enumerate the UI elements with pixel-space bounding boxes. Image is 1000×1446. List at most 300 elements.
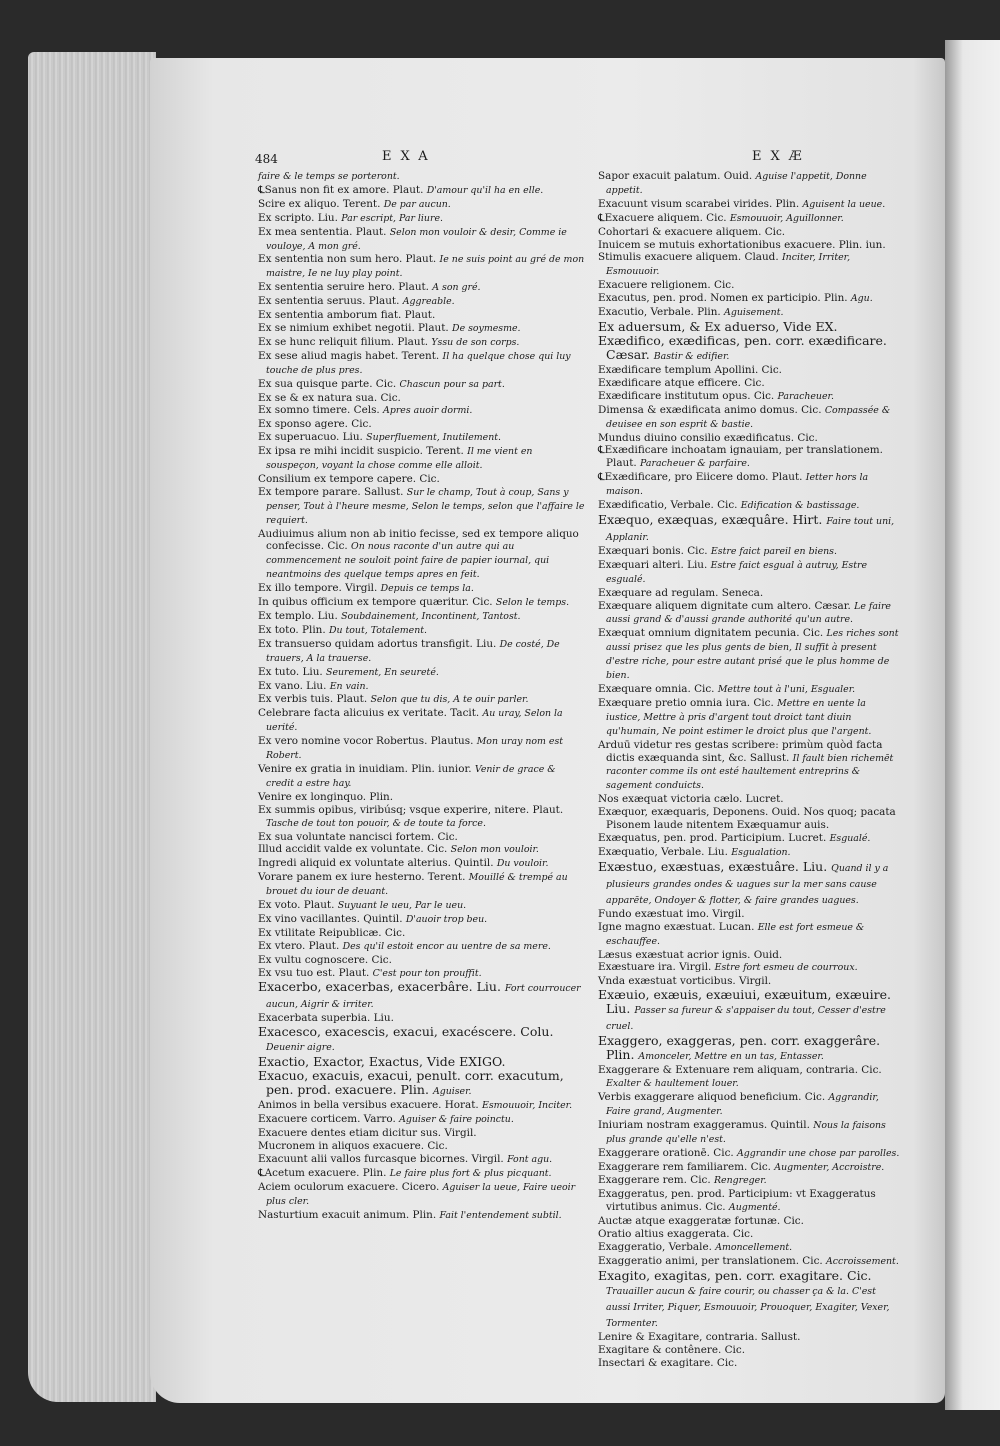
entry-latin: Audiuimus alium non ab initio fecisse, sed ex tempore aliquo confecisse. Cic.	[258, 527, 579, 553]
entry-french: Fait l'entendement subtil.	[439, 1209, 562, 1221]
dictionary-entry	[598, 1064, 900, 1091]
dictionary-entry	[598, 390, 900, 404]
entry-french: Esgualé.	[829, 832, 871, 844]
dictionary-entry	[598, 1147, 900, 1161]
entry-latin: Læsus exæstuat acrior ignis. Ouid.	[598, 948, 783, 961]
dictionary-entry	[258, 624, 586, 638]
entry-latin: Venire ex gratia in inuidiam. Plin. iunior.	[258, 762, 472, 775]
entry-latin: ℄Exædificare, pro Eiicere domo. Plaut.	[598, 471, 803, 484]
entry-latin: Exæquari bonis. Cic.	[598, 544, 708, 557]
dictionary-entry	[598, 1188, 900, 1215]
entry-french: Trauailler aucun & faire courir, ou chasser ça & la. C'est aussi Irriter, Piquer, Esmouuoir, Prouoquer, Exagiter, Vexer, Tormenter.	[606, 1285, 890, 1329]
dictionary-entry	[598, 739, 900, 794]
entry-latin: Exactio, Exactor, Exactus, Vide EXIGO.	[258, 1054, 506, 1070]
dictionary-entry	[598, 279, 900, 292]
dictionary-entry	[598, 170, 900, 198]
entry-french: Deuenir aigre.	[266, 1042, 335, 1054]
dictionary-entry	[598, 1228, 900, 1241]
dictionary-entry	[258, 582, 586, 596]
entry-latin: Exæstuare ira. Virgil.	[598, 961, 712, 974]
dictionary-entry	[598, 239, 900, 252]
entry-french: Ietter hors la maison.	[606, 472, 869, 498]
entry-french: Yssu de son corps.	[431, 336, 520, 348]
entry-latin: Inuicem se mutuis exhortationibus exacuere. Plin. iun.	[598, 238, 886, 251]
entry-french: Par escript, Par liure.	[341, 212, 443, 224]
entry-latin: Exaggerare orationē. Cic.	[598, 1146, 734, 1159]
dictionary-entry	[258, 473, 586, 486]
entry-french: Quand il y a plusieurs grandes ondes & uagues sur la mer sans cause apparēte, Ondoyer & flotter, & faire grandes uagues.	[606, 862, 889, 906]
entry-latin: Exaggerare & Extenuare rem aliquam, contraria. Cic.	[598, 1064, 882, 1077]
dictionary-entry	[258, 1025, 586, 1055]
entry-latin: Ex sententia amborum fiat. Plaut.	[258, 309, 436, 322]
entry-latin: Exacuere religionem. Cic.	[598, 279, 735, 292]
entry-latin: Ex vtero. Plaut.	[258, 939, 340, 952]
entry-latin: Exæquat omnium dignitatem pecunia. Cic.	[598, 627, 824, 640]
entry-latin: Exædificare institutum opus. Cic.	[598, 389, 775, 402]
entry-french: Augmenter, Accroistre.	[774, 1161, 885, 1173]
entry-french: C'est pour ton prouffit.	[372, 967, 482, 979]
entry-french: Aggreable.	[402, 296, 455, 308]
entry-latin: Ex se hunc reliquit filium. Plaut.	[258, 335, 429, 348]
dictionary-entry	[258, 1113, 586, 1127]
dictionary-entry	[258, 170, 586, 184]
entry-french: Chascun pour sa part.	[399, 378, 505, 390]
dictionary-entry	[258, 445, 586, 473]
entry-latin: Exagito, exagitas, pen. corr. exagitare. Cic.	[598, 1267, 872, 1283]
entry-latin: ℄Sanus non fit ex amore. Plaut.	[258, 183, 424, 196]
dictionary-entry	[598, 320, 900, 334]
dictionary-entry	[258, 198, 586, 212]
entry-latin: Cohortari & exacuere aliquem. Cic.	[598, 225, 786, 238]
entry-latin: Exæquatus, pen. prod. Participium. Lucret.	[598, 831, 827, 844]
entry-french: On nous raconte d'un autre qui au commencement ne souloit point faire de papier iournal, qui neantmoins des quelque temps apres en feit.	[266, 541, 550, 581]
entry-latin: Ex toto. Plin.	[258, 623, 326, 636]
entry-latin: Exæquare pretio omnia iura. Cic.	[598, 696, 774, 709]
entry-latin: Ex se nimium exhibet negotii. Plaut.	[258, 321, 449, 334]
running-head-right: EXÆ	[752, 149, 811, 164]
entry-french: Aguiser.	[432, 1086, 472, 1098]
entry-latin: Ex vero nomine vocor Robertus. Plautus.	[258, 735, 474, 748]
entry-french: Bastir & edifier.	[653, 350, 730, 362]
dictionary-entry	[598, 1174, 900, 1188]
entry-latin: Exaggeratio, Verbale.	[598, 1241, 712, 1253]
entry-french: Aguise l'appetit, Donne appetit.	[606, 171, 867, 196]
dictionary-entry	[258, 899, 586, 913]
dictionary-entry	[598, 697, 900, 739]
entry-latin: Ex somno timere. Cels.	[258, 404, 380, 417]
dictionary-entry	[598, 198, 900, 212]
dictionary-entry	[598, 600, 900, 628]
entry-latin: Mucronem in aliquos exacuere. Cic.	[258, 1140, 448, 1153]
book-fore-edge	[28, 52, 156, 1402]
entry-latin: Illud accidit valde ex voluntate. Cic.	[258, 843, 448, 856]
entry-french: Du tout, Totalement.	[328, 624, 427, 636]
entry-french: Les riches sont aussi prisez que les plus gents de bien, Il suffit à present d'estre riche, pour estre autant prisé que le plus homme de bien.	[606, 628, 899, 682]
dictionary-entry	[258, 735, 586, 763]
entry-latin: Animos in bella versibus exacuere. Horat.	[258, 1099, 479, 1112]
entry-latin: Exacuo, exacuis, exacui, penult. corr. exacutum, pen. prod. exacuere. Plin.	[258, 1068, 564, 1098]
entry-french: Amonceler, Mettre en un tas, Entasser.	[638, 1051, 824, 1063]
dictionary-entry	[598, 1357, 900, 1370]
dictionary-entry	[598, 444, 900, 471]
dictionary-entry	[598, 1215, 900, 1228]
facing-page-edge	[945, 40, 1000, 1410]
entry-latin: Ex sponso agere. Cic.	[258, 418, 372, 431]
dictionary-entry	[598, 513, 900, 545]
entry-french: Aguiser la ueue, Faire ueoir plus cler.	[266, 1181, 576, 1207]
entry-latin: Ex vsu tuo est. Plaut.	[258, 966, 370, 979]
page-number: 484	[255, 152, 278, 166]
dictionary-entry	[258, 1167, 586, 1181]
dictionary-entry	[598, 251, 900, 279]
dictionary-entry	[258, 913, 586, 927]
entry-french: Mettre tout à l'uni, Esgualer.	[717, 684, 856, 695]
entry-latin: Scire ex aliquo. Terent.	[258, 197, 381, 210]
entry-french: Mon uray nom est Robert.	[266, 736, 564, 762]
dictionary-entry	[258, 1069, 586, 1099]
dictionary-entry	[258, 253, 586, 281]
dictionary-entry	[258, 404, 586, 418]
entry-latin: Exacerbata superbia. Liu.	[258, 1012, 394, 1025]
dictionary-entry	[258, 927, 586, 940]
dictionary-entry	[258, 431, 586, 445]
dictionary-entry	[598, 1119, 900, 1147]
entry-latin: Exæstuo, exæstuas, exæstuâre. Liu.	[598, 858, 828, 874]
entry-latin: Igne magno exæstuat. Lucan.	[598, 920, 755, 933]
entry-latin: Ex tuto. Liu.	[258, 665, 323, 678]
entry-french: Venir de grace & credit a estre hay.	[266, 763, 556, 789]
entry-french: Amoncellement.	[715, 1242, 793, 1253]
entry-latin: Ex voto. Plaut.	[258, 899, 335, 912]
entry-latin: Ex se & ex natura sua. Cic.	[258, 391, 401, 404]
entry-latin: Ex vultu cognoscere. Cic.	[258, 953, 392, 966]
entry-french: A son gré.	[432, 282, 481, 294]
dictionary-entry	[258, 871, 586, 899]
entry-latin: Exaggerare rem familiarem. Cic.	[598, 1160, 771, 1173]
dictionary-entry	[258, 184, 586, 198]
entry-latin: Ex illo tempore. Virgil.	[258, 582, 378, 595]
dictionary-entry	[258, 843, 586, 857]
dictionary-entry	[598, 1331, 900, 1344]
entry-latin: Ex scripto. Liu.	[258, 211, 338, 224]
dictionary-entry	[598, 1344, 900, 1357]
entry-french: De par aucun.	[383, 198, 451, 210]
entry-latin: ℄Acetum exacuere. Plin.	[258, 1166, 387, 1179]
entry-french: Esmouuoir, Aguillonner.	[729, 212, 844, 224]
entry-latin: Oratio altius exaggerata. Cic.	[598, 1228, 754, 1241]
dictionary-entry	[598, 404, 900, 432]
entry-latin: Exædificatio, Verbale. Cic.	[598, 499, 738, 512]
dictionary-entry	[598, 860, 900, 908]
dictionary-entry	[598, 1241, 900, 1255]
entry-french: Accroissement.	[826, 1255, 899, 1267]
entry-latin: Ex verbis tuis. Plaut.	[258, 693, 368, 706]
entry-french: Mettre en uente la iustice, Mettre à pris d'argent tout droict tant diuin qu'humain, Ne point estimer le droict plus que l'argent.	[606, 697, 872, 737]
dictionary-entry	[258, 980, 586, 1012]
dictionary-entry	[258, 1140, 586, 1153]
entry-latin: Exædificare templum Apollini. Cic.	[598, 363, 782, 376]
entry-french: Aggrandir, Faire grand, Augmenter.	[606, 1092, 879, 1117]
entry-french: Augmenté.	[728, 1202, 781, 1214]
running-head-left: EXA	[382, 149, 437, 164]
entry-latin: Iniuriam nostram exaggeramus. Quintil.	[598, 1118, 810, 1131]
dictionary-entry	[598, 212, 900, 226]
entry-latin: Exacuunt alii vallos furcasque bicornes. Virgil.	[258, 1153, 504, 1165]
entry-latin: Ex templo. Liu.	[258, 610, 338, 622]
dictionary-entry	[258, 1099, 586, 1113]
dictionary-entry	[598, 908, 900, 921]
dictionary-entry	[598, 334, 900, 364]
entry-french: Sur le champ, Tout à coup, Sans y penser, Tout à l'heure mesme, Selon le temps, selon que l'affaire le requiert.	[266, 486, 585, 526]
dictionary-entry	[258, 528, 586, 583]
dictionary-entry	[598, 559, 900, 587]
entry-latin: Stimulis exacuere aliquem. Claud.	[598, 251, 779, 264]
dictionary-entry	[258, 940, 586, 954]
entry-latin: Exaggerare rem. Cic.	[598, 1174, 711, 1187]
entry-latin: Exaggero, exaggeras, pen. corr. exaggerâre. Plin.	[598, 1033, 881, 1063]
dictionary-entry	[598, 499, 900, 513]
dictionary-entry	[258, 418, 586, 431]
entry-french: Estre faict pareil en biens.	[710, 545, 837, 557]
entry-latin: Auctæ atque exaggeratæ fortunæ. Cic.	[598, 1215, 804, 1228]
entry-french: Estre fort esmeu de courroux.	[714, 962, 858, 974]
entry-french: Il me vient en souspeçon, voyant la chose comme elle alloit.	[266, 446, 533, 472]
left-column	[258, 170, 586, 1223]
dictionary-entry	[258, 1209, 586, 1223]
dictionary-entry	[598, 627, 900, 683]
entry-latin: Exæquatio, Verbale. Liu.	[598, 845, 728, 858]
entry-french: Seurement, En seureté.	[326, 666, 439, 678]
entry-latin: Ex sua voluntate nancisci fortem. Cic.	[258, 830, 458, 843]
dictionary-entry	[598, 921, 900, 949]
dictionary-entry	[258, 1153, 586, 1167]
entry-latin: Ex vtilitate Reipublicæ. Cic.	[258, 926, 406, 939]
dictionary-entry	[258, 954, 586, 967]
dictionary-entry	[258, 638, 586, 666]
entry-french: Aguisent la ueue.	[802, 198, 886, 210]
entry-french: Inciter, Irriter, Esmouuoir.	[606, 252, 851, 278]
entry-french: Agu.	[850, 293, 873, 305]
dictionary-entry	[258, 1127, 586, 1140]
entry-french: Apres auoir dormi.	[383, 405, 473, 417]
entry-latin: Exæuio, exæuis, exæuiui, exæuitum, exæuire. Liu.	[598, 987, 891, 1017]
entry-french: Passer sa fureur & s'appaiser du tout, Cesser d'estre cruel.	[606, 1005, 886, 1033]
dictionary-entry	[598, 1269, 900, 1331]
entry-latin: Ex vino vacillantes. Quintil.	[258, 912, 403, 925]
entry-french: Estre faict esgual à autruy, Estre esgualé.	[606, 559, 868, 585]
entry-latin: Exacutus, pen. prod. Nomen ex participio. Plin.	[598, 292, 848, 305]
entry-french: Faire tout uni, Applanir.	[606, 515, 895, 543]
entry-french: Il ha quelque chose qui luy touche de plus pres.	[266, 350, 571, 376]
entry-french: Elle est fort esmeue & eschauffee.	[606, 921, 865, 947]
entry-french: Mouillé & trempé au brouet du iour de deuant.	[266, 872, 568, 898]
entry-latin: Nos exæquat victoria cælo. Lucret.	[598, 793, 784, 806]
entry-french: Depuis ce temps la.	[380, 583, 474, 595]
right-column	[598, 170, 900, 1370]
entry-latin: In quibus officium ex tempore quæritur. Cic.	[258, 596, 493, 609]
entry-latin: Sapor exacuit palatum. Ouid.	[598, 170, 753, 182]
dictionary-entry	[258, 967, 586, 981]
entry-french: Le faire plus fort & plus picquant.	[389, 1167, 552, 1179]
entry-french: Le faire aussi grand & d'aussi grande authorité qu'un autre.	[606, 600, 891, 626]
dictionary-entry	[598, 471, 900, 499]
dictionary-entry	[598, 832, 900, 846]
entry-latin: ℄Exædificare inchoatam ignauiam, per translationem. Plaut.	[598, 444, 883, 470]
dictionary-entry	[258, 392, 586, 405]
entry-latin: Ex tempore parare. Sallust.	[258, 485, 404, 498]
entry-latin: Ex sententia seruus. Plaut.	[258, 295, 400, 308]
dictionary-entry	[258, 791, 586, 804]
entry-latin: Exaggeratus, pen. prod. Participium: vt Exaggeratus virtutibus animus. Cic.	[598, 1188, 876, 1214]
entry-latin: Celebrare facta alicuius ex veritate. Tacit.	[258, 707, 480, 720]
entry-french: Soubdainement, Incontinent, Tantost.	[341, 611, 521, 622]
dictionary-entry	[598, 377, 900, 390]
dictionary-entry	[258, 281, 586, 295]
entry-latin: Ex summis opibus, viribúsq; vsque experire, nitere. Plaut.	[258, 803, 564, 816]
dictionary-entry	[598, 545, 900, 559]
entry-latin: Exæquare aliquem dignitate cum altero. Cæsar.	[598, 599, 851, 612]
dictionary-entry	[598, 587, 900, 600]
dictionary-entry	[258, 1181, 586, 1209]
dictionary-entry	[598, 961, 900, 975]
entry-latin: Ex sua quisque parte. Cic.	[258, 377, 397, 390]
entry-french: Selon que tu dis, A te ouir parler.	[370, 694, 529, 706]
entry-latin: Exacuere corticem. Varro.	[258, 1113, 396, 1126]
entry-french: Fort courroucer aucun, Aigrir & irriter.	[266, 983, 581, 1011]
entry-latin: Ex ipsa re mihi incidit suspicio. Terent.	[258, 445, 464, 458]
entry-french: Aggrandir une chose par parolles.	[737, 1147, 900, 1159]
entry-latin: Ex vano. Liu.	[258, 679, 327, 692]
entry-latin: Exacuere dentes etiam dicitur sus. Virgil.	[258, 1127, 477, 1140]
entry-french: Superfluement, Inutilement.	[366, 432, 502, 444]
entry-french: Ie ne suis point au gré de mon maistre, Ie ne luy play point.	[266, 254, 585, 280]
dictionary-entry	[258, 486, 586, 528]
dictionary-entry	[598, 292, 900, 306]
entry-latin: Ex transuerso quidam adortus transfigit. Liu.	[258, 637, 497, 650]
entry-french: Edification & bastissage.	[740, 500, 860, 512]
entry-latin: Exacuunt visum scarabei virides. Plin.	[598, 197, 800, 210]
entry-french: De soymesme.	[452, 322, 521, 334]
entry-latin: Exæquo, exæquas, exæquâre. Hirt.	[598, 511, 823, 527]
entry-latin: Vnda exæstuat vorticibus. Virgil.	[598, 975, 772, 988]
entry-french: Aguisement.	[724, 307, 784, 319]
entry-french: D'amour qu'il ha en elle.	[426, 184, 544, 196]
entry-latin: Mundus diuino consilio exædificatus. Cic.	[598, 431, 818, 444]
entry-latin: Exacerbo, exacerbas, exacerbâre. Liu.	[258, 979, 501, 995]
dictionary-entry	[598, 683, 900, 697]
entry-latin: Vorare panem ex iure hesterno. Terent.	[258, 871, 466, 884]
entry-french: Selon le temps.	[495, 597, 570, 609]
dictionary-entry	[598, 432, 900, 445]
dictionary-entry	[598, 1255, 900, 1269]
entry-french: Selon mon vouloir.	[450, 844, 539, 856]
entry-french: Il fault bien richemēt raconter comme ils ont esté haultement entreprins & sagement conduicts.	[606, 752, 894, 792]
entry-french: D'auoir trop beu.	[405, 913, 488, 925]
entry-latin: Nasturtium exacuit animum. Plin.	[258, 1208, 437, 1221]
dictionary-entry	[598, 226, 900, 239]
dictionary-entry	[598, 793, 900, 806]
entry-french: De costé, De trauers, A la trauerse.	[266, 638, 560, 664]
entry-latin: Dimensa & exædificata animo domus. Cic.	[598, 403, 822, 416]
entry-french: Des qu'il estoit encor au uentre de sa mere.	[342, 940, 551, 952]
dictionary-entry	[258, 295, 586, 309]
dictionary-entry	[258, 763, 586, 791]
entry-latin: Ex mea sententia. Plaut.	[258, 225, 387, 238]
dictionary-entry	[258, 336, 586, 350]
entry-latin: Exæquari alteri. Liu.	[598, 558, 708, 571]
entry-latin: Exagitare & contênere. Cic.	[598, 1343, 746, 1356]
entry-latin: Exædifico, exædificas, pen. corr. exædificare. Cæsar.	[598, 332, 887, 362]
entry-latin: Ex superuacuo. Liu.	[258, 431, 363, 444]
dictionary-entry	[258, 707, 586, 735]
entry-french: Rengreger.	[713, 1175, 767, 1187]
entry-latin: Lenire & Exagitare, contraria. Sallust.	[598, 1330, 801, 1343]
entry-french: Du vouloir.	[496, 858, 549, 870]
dictionary-entry	[258, 212, 586, 226]
entry-latin: Venire ex longinquo. Plin.	[258, 790, 394, 803]
dictionary-entry	[258, 693, 586, 707]
entry-french: Compassée & deuisee en son esprit & bastie.	[606, 404, 891, 430]
dictionary-entry	[258, 804, 586, 831]
dictionary-entry	[258, 596, 586, 610]
dictionary-entry	[258, 350, 586, 378]
dictionary-entry	[598, 364, 900, 377]
dictionary-entry	[258, 680, 586, 694]
entry-french: Exalter & haultement louer.	[606, 1078, 739, 1090]
entry-latin: Arduū videtur res gestas scribere: primùm quòd facta dictis exæquanda sint, &c. Sallust.	[598, 738, 883, 764]
dictionary-entry	[598, 806, 900, 832]
dictionary-entry	[258, 831, 586, 844]
dictionary-entry	[258, 226, 586, 254]
entry-latin: Ex sententia non sum hero. Plaut.	[258, 253, 437, 266]
entry-latin: Exæquare ad regulam. Seneca.	[598, 586, 764, 599]
dictionary-entry	[258, 322, 586, 336]
entry-french: En vain.	[329, 680, 369, 692]
entry-french: Font agu.	[507, 1154, 553, 1165]
entry-french: Nous la faisons plus grande qu'elle n'est.	[606, 1119, 886, 1145]
entry-latin: Fundo exæstuat imo. Virgil.	[598, 907, 745, 920]
dictionary-entry	[258, 1055, 586, 1069]
entry-latin: Exæquor, exæquaris, Deponens. Ouid. Nos quoq; pacata Pisonem laude nitentem Exæquamur auis.	[598, 806, 896, 832]
entry-latin: Exaggeratio animi, per translationem. Cic.	[598, 1254, 823, 1267]
entry-latin: Exædificare atque efficere. Cic.	[598, 376, 765, 389]
entry-french: Suyuant le ueu, Par le ueu.	[337, 900, 467, 912]
entry-latin: Insectari & exagitare. Cic.	[598, 1356, 738, 1369]
dictionary-entry	[598, 1091, 900, 1119]
dictionary-entry	[258, 857, 586, 871]
entry-latin: Exæquare omnia. Cic.	[598, 683, 715, 695]
dictionary-entry	[258, 309, 586, 322]
entry-latin: Ex sententia seruire hero. Plaut.	[258, 281, 429, 294]
dictionary-entry	[258, 610, 586, 624]
dictionary-entry	[598, 1034, 900, 1064]
entry-latin: Exacutio, Verbale. Plin.	[598, 306, 721, 319]
entry-latin: Exacesco, exacescis, exacui, exacéscere. Colu.	[258, 1024, 554, 1040]
entry-latin: Verbis exaggerare aliquod beneficium. Cic.	[598, 1091, 826, 1104]
entry-french: Esgualation.	[731, 846, 791, 858]
entry-french: faire & le temps se porteront.	[258, 171, 400, 182]
entry-latin: Ex aduersum, & Ex aduerso, Vide EX.	[598, 318, 838, 334]
entry-french: Paracheuer & parfaire.	[640, 458, 750, 470]
dictionary-entry	[258, 378, 586, 392]
dictionary-entry	[598, 949, 900, 962]
dictionary-entry	[598, 988, 900, 1034]
dictionary-entry	[258, 666, 586, 680]
entry-latin: ℄Exacuere aliquem. Cic.	[598, 211, 727, 224]
entry-french: Esmouuoir, Inciter.	[482, 1100, 573, 1112]
entry-french: Paracheuer.	[777, 390, 834, 402]
dictionary-entry	[598, 1161, 900, 1175]
